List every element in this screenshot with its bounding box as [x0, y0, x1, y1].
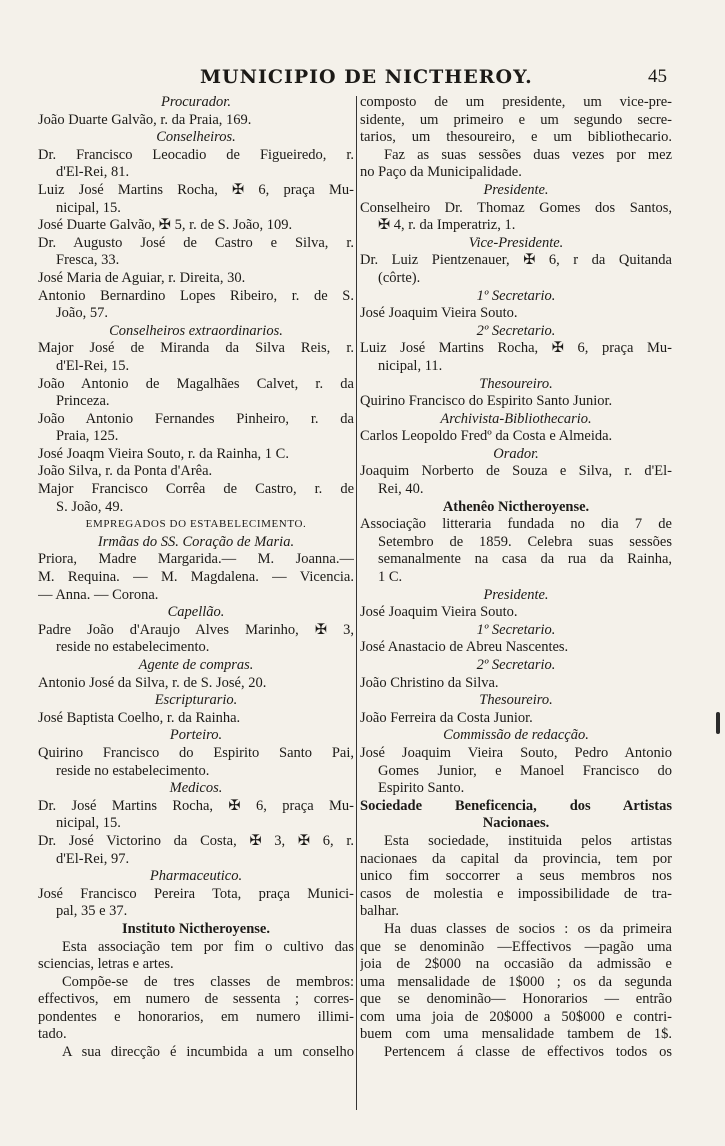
- right-text-line: ✠ 4, r. da Imperatriz, 1.: [378, 217, 516, 234]
- left-text-line: Dr. José Martins Rocha, ✠ 6, praça Mu-: [38, 797, 354, 814]
- left-text-line: nicipal, 15.: [56, 815, 121, 832]
- left-text-line: Antonio Bernardino Lopes Ribeiro, r. de S.: [38, 287, 354, 304]
- left-text-line: Major Francisco Corrêa de Castro, r. de: [38, 481, 354, 498]
- left-text-line: Procurador.: [161, 94, 231, 110]
- left-text-line: José Baptista Coelho, r. da Rainha.: [38, 709, 241, 726]
- left-text-line: Dr. Francisco Leocadio de Figueiredo, r.: [38, 146, 354, 163]
- right-text-line: Faz as suas sessões duas vezes por mez: [384, 146, 672, 163]
- right-text-line: Nacionaes.: [482, 815, 550, 832]
- left-text-line: tado.: [38, 1026, 67, 1043]
- left-text-line: EMPREGADOS DO ESTABELECIMENTO.: [85, 518, 307, 531]
- right-text-line: João Ferreira da Costa Junior.: [360, 709, 533, 726]
- right-text-line: Luiz José Martins Rocha, ✠ 6, praça Mu-: [360, 340, 672, 357]
- left-text-line: Fresca, 33.: [56, 252, 120, 269]
- right-text-line: balhar.: [360, 903, 400, 920]
- left-text-line: reside no estabelecimento.: [56, 762, 210, 779]
- right-text-line: Conselheiro Dr. Thomaz Gomes dos Santos,: [360, 199, 672, 216]
- left-text-line: José Duarte Galvão, ✠ 5, r. de S. João, 109.: [38, 217, 293, 234]
- right-text-line: Archivista-Bibliothecario.: [440, 410, 592, 427]
- right-text-line: no Paço da Municipalidade.: [360, 164, 522, 181]
- left-text-line: José Maria de Aguiar, r. Direita, 30.: [38, 269, 246, 286]
- right-text-line: 2º Secretario.: [476, 657, 556, 673]
- column-divider: [356, 96, 357, 1110]
- right-text-line: (côrte).: [378, 269, 421, 286]
- ink-mark: [716, 712, 720, 734]
- left-text-line: Esta associação tem por fim o cultivo das: [62, 938, 354, 955]
- right-text-line: Orador.: [493, 445, 539, 462]
- left-text-line: d'El-Rei, 97.: [56, 850, 130, 867]
- left-text-line: nicipal, 15.: [56, 199, 121, 216]
- right-text-line: Ha duas classes de socios : os da primeira: [384, 920, 672, 937]
- right-text-line: José Joaquim Vieira Souto.: [360, 604, 518, 621]
- left-text-line: S. João, 49.: [56, 498, 124, 515]
- right-text-line: Pertencem á classe de effectivos todos os: [384, 1044, 672, 1061]
- right-text-line: Commissão de redacção.: [443, 727, 589, 744]
- left-text-line: João Silva, r. da Ponta d'Arêa.: [38, 463, 213, 480]
- left-text-line: José Francisco Pereira Tota, praça Munici-: [38, 885, 354, 902]
- left-text-line: Escripturario.: [154, 692, 238, 709]
- left-text-line: sciencias, letras e artes.: [38, 956, 174, 973]
- left-text-line: Irmãas do SS. Coração de Maria.: [97, 533, 295, 550]
- right-text-line: composto de um presidente, um vice-pre-: [360, 94, 672, 110]
- left-text-line: João, 57.: [56, 305, 108, 322]
- right-text-line: unico fim soccorrer a seus membros nos: [360, 868, 672, 885]
- right-text-line: semanalmente na casa da rua da Rainha,: [378, 551, 672, 568]
- running-title: MUNICIPIO DE NICTHEROY.: [200, 66, 533, 88]
- right-text-line: Esta sociedade, instituida pelos artistas: [384, 832, 672, 849]
- left-text-line: João Duarte Galvão, r. da Praia, 169.: [38, 111, 252, 128]
- page-header: [0, 66, 725, 94]
- left-text-line: Major José de Miranda da Silva Reis, r.: [38, 340, 354, 357]
- right-column: [360, 94, 672, 1062]
- right-text-line: 2º Secretario.: [476, 322, 556, 339]
- left-text-line: Compõe-se de tres classes de membros:: [62, 973, 354, 990]
- right-text-line: José Joaquim Vieira Souto.: [360, 305, 518, 322]
- left-text-line: Quirino Francisco do Espirito Santo Pai,: [38, 744, 354, 761]
- right-text-line: Presidente.: [483, 181, 549, 198]
- left-text-line: — Anna. — Corona.: [38, 586, 159, 603]
- right-text-line: José Joaquim Vieira Souto, Pedro Antonio: [360, 744, 672, 761]
- left-text-line: Medicos.: [169, 780, 223, 797]
- left-text-line: Dr. Augusto José de Castro e Silva, r.: [38, 234, 354, 251]
- left-text-line: Antonio José da Silva, r. de S. José, 20.: [38, 674, 267, 691]
- right-text-line: tarios, um thesoureiro, e um bibliothecario.: [360, 129, 672, 146]
- right-text-line: Setembro de 1859. Celebra suas sessões: [378, 533, 672, 550]
- right-text-line: uma mensalidade de 1$000 ; os da segunda: [360, 973, 672, 990]
- right-text-line: nicipal, 11.: [378, 357, 443, 374]
- left-text-line: Dr. José Victorino da Costa, ✠ 3, ✠ 6, r.: [38, 832, 354, 849]
- left-text-line: Capellão.: [167, 604, 225, 621]
- right-text-line: Carlos Leopoldo Fredº da Costa e Almeida.: [360, 428, 613, 445]
- right-text-line: Vice-Presidente.: [468, 234, 564, 251]
- right-text-line: José Anastacio de Abreu Nascentes.: [360, 639, 569, 656]
- left-text-line: João Antonio de Magalhães Calvet, r. da: [38, 375, 354, 392]
- right-text-line: que se denominão— Honorarios — entrão: [360, 991, 672, 1008]
- left-text-line: M. Requina. — M. Magdalena. — Vicencia.: [38, 569, 354, 586]
- page-number: 45: [648, 66, 667, 87]
- right-text-line: Thesoureiro.: [479, 375, 553, 392]
- left-column: [38, 94, 354, 1062]
- right-text-line: Gomes Junior, e Manoel Francisco do: [378, 762, 672, 779]
- left-text-line: pondentes e honorarios, em numero illimi-: [38, 1008, 354, 1025]
- left-text-line: d'El-Rei, 15.: [56, 357, 130, 374]
- left-text-line: Conselheiros extraordinarios.: [109, 322, 283, 339]
- left-text-line: d'El-Rei, 81.: [56, 164, 130, 181]
- right-text-line: 1 C.: [378, 569, 403, 586]
- left-text-line: effectivos, em numero de sessenta ; corres-: [38, 991, 354, 1008]
- right-text-line: nacionaes da capital da provincia, tem por: [360, 850, 672, 867]
- right-text-line: casos de molestia e impossibilidade de tra-: [360, 885, 672, 902]
- left-text-line: João Antonio Fernandes Pinheiro, r. da: [38, 410, 354, 427]
- left-text-line: Padre João d'Araujo Alves Marinho, ✠ 3,: [38, 621, 354, 638]
- left-text-line: Praia, 125.: [56, 428, 119, 445]
- left-text-line: A sua direcção é incumbida a um conselho: [62, 1044, 354, 1061]
- right-text-line: com uma joia de 20$000 a 50$000 e contri-: [360, 1008, 672, 1025]
- right-text-line: Sociedade Beneficencia, dos Artistas: [360, 797, 672, 814]
- right-text-line: 1º Secretario.: [476, 287, 556, 304]
- left-text-line: Priora, Madre Margarida.— M. Joanna.—: [38, 551, 354, 568]
- left-text-line: Porteiro.: [169, 727, 223, 744]
- right-text-line: Thesoureiro.: [479, 692, 553, 709]
- right-text-line: Athenêo Nictheroyense.: [442, 498, 590, 515]
- left-text-line: Princeza.: [56, 393, 110, 410]
- left-text-line: José Joaqm Vieira Souto, r. da Rainha, 1 C.: [38, 445, 289, 462]
- right-text-line: Presidente.: [483, 586, 549, 603]
- right-text-line: Associação litteraria fundada no dia 7 de: [360, 516, 672, 533]
- left-text-line: Pharmaceutico.: [149, 868, 243, 885]
- right-text-line: Rei, 40.: [378, 481, 424, 498]
- right-text-line: Espirito Santo.: [378, 780, 465, 797]
- right-text-line: sidente, um primeiro e um segundo secre-: [360, 111, 672, 128]
- left-text-line: Conselheiros.: [156, 129, 236, 146]
- left-text-line: Luiz José Martins Rocha, ✠ 6, praça Mu-: [38, 181, 354, 198]
- left-text-line: Agente de compras.: [138, 657, 254, 673]
- left-text-line: reside no estabelecimento.: [56, 639, 210, 656]
- right-text-line: Joaquim Norberto de Souza e Silva, r. d'El-: [360, 463, 672, 480]
- right-text-line: Dr. Luiz Pientzenauer, ✠ 6, r da Quitanda: [360, 252, 672, 269]
- right-text-line: Quirino Francisco do Espirito Santo Junior.: [360, 393, 613, 410]
- right-text-line: joia de 2$000 na occasião da admissão e: [360, 956, 672, 973]
- left-text-line: pal, 35 e 37.: [56, 903, 128, 920]
- right-text-line: buem com uma mensalidade tambem de 1$.: [360, 1026, 672, 1043]
- right-text-line: 1º Secretario.: [476, 621, 556, 638]
- left-text-line: Instituto Nictheroyense.: [122, 920, 270, 937]
- right-text-line: João Christino da Silva.: [360, 674, 499, 691]
- right-text-line: que se denominão —Effectivos —pagão uma: [360, 938, 672, 955]
